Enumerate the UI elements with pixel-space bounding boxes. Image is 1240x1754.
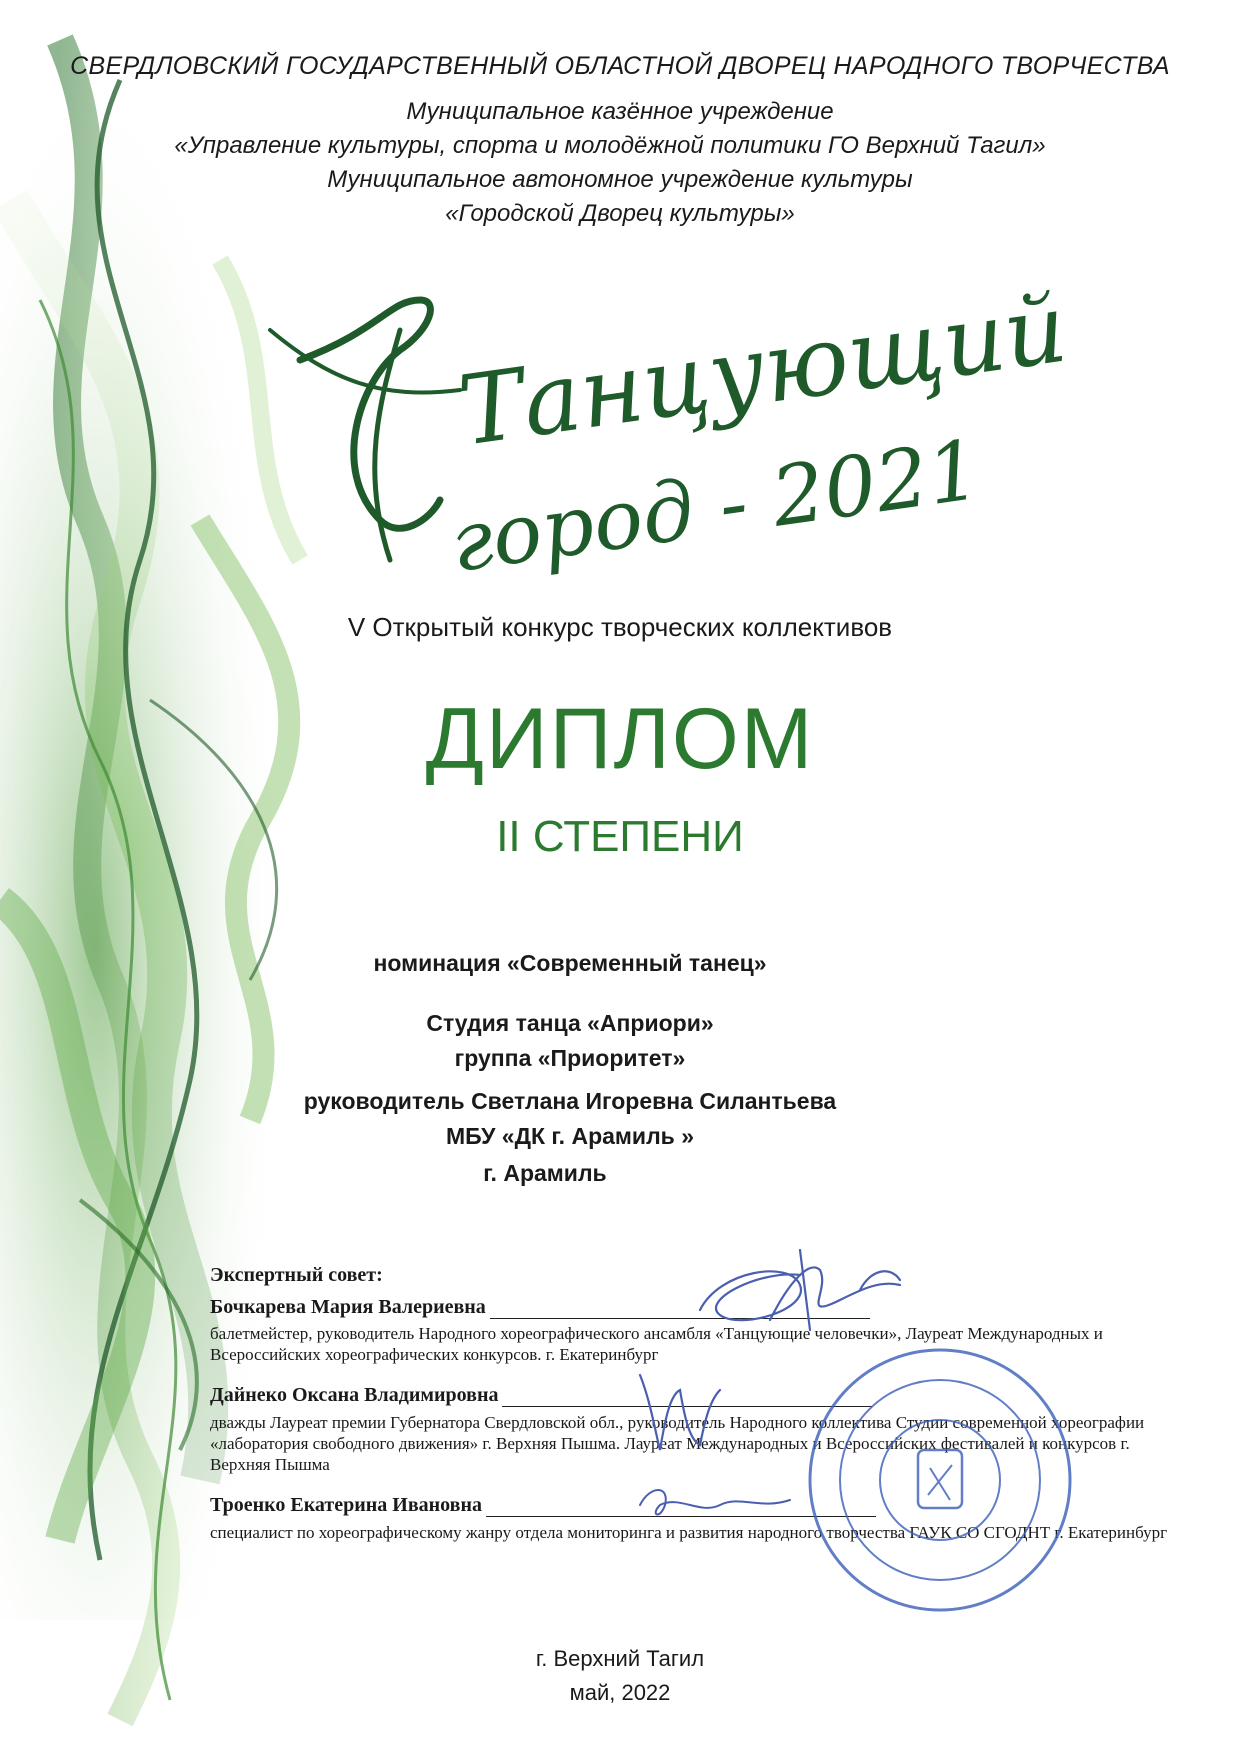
studio-name: Студия танца «Априори» bbox=[426, 1010, 714, 1036]
header-institution-type: Муниципальное казённое учреждение bbox=[406, 98, 834, 125]
signature-line-1 bbox=[490, 1300, 870, 1319]
signature-line-2 bbox=[502, 1388, 872, 1407]
nomination: номинация «Современный танец» bbox=[373, 950, 767, 976]
signature-line-3 bbox=[486, 1498, 876, 1517]
expert-name-2-text: Дайнеко Оксана Владимировна bbox=[210, 1384, 499, 1406]
expert-desc-1: балетмейстер, руководитель Народного хореографического ансамбля «Танцующие человечки», Лауреат Международных и Всероссийских хореографических конкурсов. г. Екатеринбург bbox=[210, 1324, 1103, 1364]
header-organization: СВЕРДЛОВСКИЙ ГОСУДАРСТВЕННЫЙ ОБЛАСТНОЙ ДВОРЕЦ НАРОДНОГО ТВОРЧЕСТВА bbox=[70, 52, 1170, 80]
city-name: г. Арамиль bbox=[483, 1160, 607, 1186]
expert-desc-2: дважды Лауреат премии Губернатора Свердловской обл., руководитель Народного коллектива Студии современной хореографии «лаборатория свободного движения» г. Верхняя Пышма. Лауреат Международных и Всероссийских фестивалей и конкурсов г. Верхняя Пышма bbox=[210, 1413, 1145, 1474]
leader-name: руководитель Светлана Игоревна Силантьева bbox=[303, 1088, 837, 1114]
expert-name-2 bbox=[210, 1384, 872, 1407]
expert-name-1 bbox=[210, 1296, 870, 1319]
organization-name: МБУ «ДК г. Арамиль » bbox=[445, 1123, 694, 1149]
contest-name: V Открытый конкурс творческих коллективов bbox=[347, 612, 893, 642]
footer-city: г. Верхний Тагил bbox=[535, 1646, 705, 1671]
festival-title-line2: город - 2021 bbox=[444, 422, 987, 592]
expert-name-3-text: Троенко Екатерина Ивановна bbox=[210, 1494, 482, 1516]
header-palace-of-culture: «Городской Дворец культуры» bbox=[445, 200, 795, 227]
festival-title-line1: Танцующий bbox=[452, 271, 1074, 468]
expert-council-title: Экспертный совет: bbox=[210, 1264, 383, 1286]
diploma-title: ДИПЛОМ bbox=[425, 691, 815, 787]
expert-name-1-text: Бочкарева Мария Валериевна bbox=[210, 1296, 486, 1318]
expert-desc-3: специалист по хореографическому жанру отдела мониторинга и развития народного творчества ГАУК СО СГОДНТ г. Екатеринбург bbox=[210, 1523, 1168, 1542]
expert-name-3 bbox=[210, 1494, 876, 1517]
header-autonomous-institution: Муниципальное автономное учреждение культуры bbox=[327, 166, 913, 193]
header-department: «Управление культуры, спорта и молодёжной политики ГО Верхний Тагил» bbox=[174, 132, 1046, 159]
festival-logo bbox=[0, 0, 1240, 620]
group-name: группа «Приоритет» bbox=[454, 1045, 686, 1071]
footer-date: май, 2022 bbox=[569, 1680, 671, 1705]
diploma-degree: II СТЕПЕНИ bbox=[496, 812, 744, 861]
